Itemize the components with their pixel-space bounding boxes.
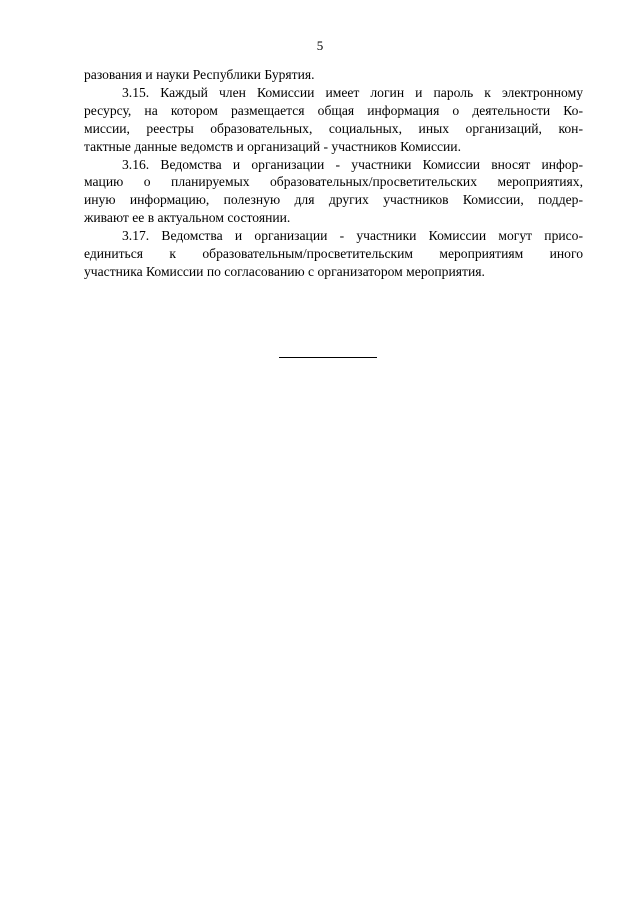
- end-separator-line: [279, 357, 377, 358]
- text-line: участника Комиссии по согласованию с организатором мероприятия.: [84, 263, 485, 279]
- text-line: тактные данные ведомств и организаций - участников Комиссии.: [84, 138, 461, 154]
- page-number: 5: [316, 38, 324, 53]
- text-line: разования и науки Республики Бурятия.: [84, 67, 315, 82]
- text-line: иную информацию, полезную для других участников Комиссии, поддер-: [84, 192, 583, 208]
- text-line: единиться к образовательным/просветительским мероприятиям иного: [84, 246, 583, 262]
- text-line: 3.16. Ведомства и организации - участники Комиссии вносят инфор-: [122, 156, 583, 172]
- text-line: 3.17. Ведомства и организации - участники Комиссии могут присо-: [122, 228, 583, 244]
- document-body: [84, 66, 583, 281]
- text-line: живают ее в актуальном состоянии.: [84, 210, 291, 226]
- text-line: ресурсу, на котором размещается общая информация о деятельности Ко-: [84, 102, 583, 118]
- text-line: 3.15. Каждый член Комиссии имеет логин и пароль к электронному: [122, 84, 583, 100]
- text-line: миссии, реестры образовательных, социальных, иных организаций, кон-: [84, 120, 583, 136]
- text-line: мацию о планируемых образовательных/просветительских мероприятиях,: [84, 174, 583, 190]
